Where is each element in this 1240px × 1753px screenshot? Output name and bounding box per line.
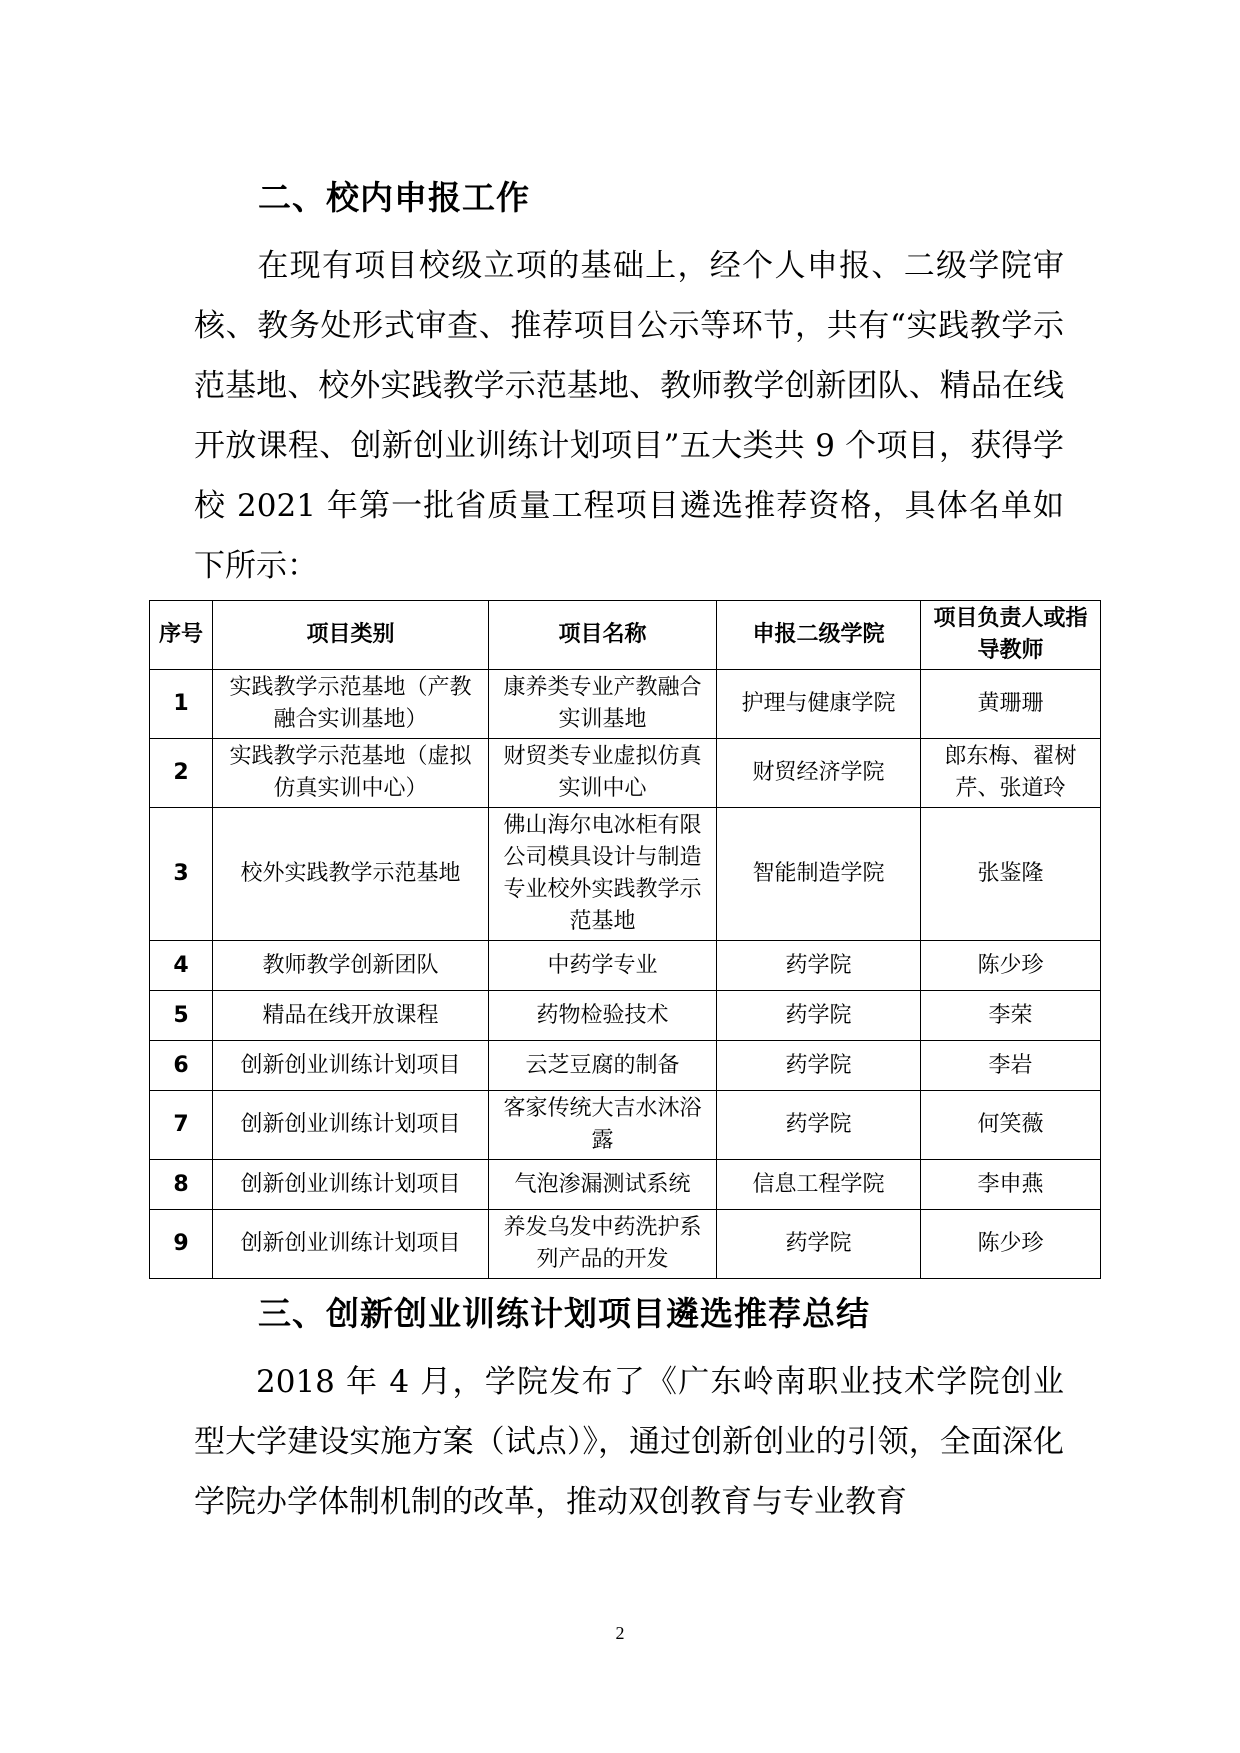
cell-project-name: 中药学专业 xyxy=(489,941,717,991)
header-index: 序号 xyxy=(150,601,213,670)
cell-project-name: 财贸类专业虚拟仿真实训中心 xyxy=(489,739,717,808)
cell-leader: 李岩 xyxy=(921,1041,1101,1091)
cell-category: 实践教学示范基地（产教融合实训基地） xyxy=(213,670,489,739)
table-row xyxy=(150,808,1101,941)
section-3-heading: 三、创新创业训练计划项目遴选推荐总结 xyxy=(258,1294,870,1333)
cell-college: 护理与健康学院 xyxy=(717,670,921,739)
cell-college: 药学院 xyxy=(717,941,921,991)
table-row xyxy=(150,941,1101,991)
page-number: 2 xyxy=(615,1623,625,1643)
table-row xyxy=(150,670,1101,739)
cell-leader: 李申燕 xyxy=(921,1160,1101,1210)
table-row xyxy=(150,1210,1101,1279)
table-row xyxy=(150,739,1101,808)
table-row xyxy=(150,1160,1101,1210)
header-college: 申报二级学院 xyxy=(717,601,921,670)
cell-leader: 张鉴隆 xyxy=(921,808,1101,941)
table-row xyxy=(150,1041,1101,1091)
cell-category: 创新创业训练计划项目 xyxy=(213,1210,489,1279)
section-2-paragraph-text: 在现有项目校级立项的基础上，经个人申报、二级学院审核、教务处形式审查、推荐项目公示等环节，共有“实践教学示范基地、校外实践教学示范基地、教师教学创新团队、精品在线开放课程、创新创业训练计划项目”五大类共 9 个项目，获得学校 2021 年第一批省质量工程项目遴选推荐资格，具体名单如下所示： xyxy=(194,248,1064,584)
table-row xyxy=(150,991,1101,1041)
cell-category: 校外实践教学示范基地 xyxy=(213,808,489,941)
cell-college: 信息工程学院 xyxy=(717,1160,921,1210)
cell-index: 3 xyxy=(150,808,213,941)
cell-index: 8 xyxy=(150,1160,213,1210)
cell-college: 药学院 xyxy=(717,991,921,1041)
cell-leader: 何笑薇 xyxy=(921,1091,1101,1160)
cell-category: 创新创业训练计划项目 xyxy=(213,1091,489,1160)
cell-college: 药学院 xyxy=(717,1041,921,1091)
section-2-heading: 二、校内申报工作 xyxy=(258,178,530,217)
section-3-paragraph xyxy=(194,1352,1064,1532)
cell-project-name: 佛山海尔电冰柜有限公司模具设计与制造专业校外实践教学示范基地 xyxy=(489,808,717,941)
table-header-row xyxy=(150,601,1101,670)
cell-college: 药学院 xyxy=(717,1091,921,1160)
cell-leader: 郎东梅、翟树芹、张道玲 xyxy=(921,739,1101,808)
cell-project-name: 养发乌发中药洗护系列产品的开发 xyxy=(489,1210,717,1279)
cell-college: 药学院 xyxy=(717,1210,921,1279)
cell-index: 6 xyxy=(150,1041,213,1091)
cell-index: 9 xyxy=(150,1210,213,1279)
cell-leader: 陈少珍 xyxy=(921,941,1101,991)
cell-index: 4 xyxy=(150,941,213,991)
cell-project-name: 药物检验技术 xyxy=(489,991,717,1041)
cell-category: 创新创业训练计划项目 xyxy=(213,1041,489,1091)
cell-leader: 李荣 xyxy=(921,991,1101,1041)
cell-leader: 黄珊珊 xyxy=(921,670,1101,739)
cell-college: 智能制造学院 xyxy=(717,808,921,941)
cell-project-name: 康养类专业产教融合实训基地 xyxy=(489,670,717,739)
cell-index: 5 xyxy=(150,991,213,1041)
cell-project-name: 云芝豆腐的制备 xyxy=(489,1041,717,1091)
table-row xyxy=(150,1091,1101,1160)
cell-category: 教师教学创新团队 xyxy=(213,941,489,991)
cell-college: 财贸经济学院 xyxy=(717,739,921,808)
section-3-paragraph-text: 2018 年 4 月，学院发布了《广东岭南职业技术学院创业型大学建设实施方案（试点）》，通过创新创业的引领，全面深化学院办学体制机制的改革，推动双创教育与专业教育 xyxy=(194,1364,1064,1520)
cell-category: 实践教学示范基地（虚拟仿真实训中心） xyxy=(213,739,489,808)
header-category: 项目类别 xyxy=(213,601,489,670)
header-project-name: 项目名称 xyxy=(489,601,717,670)
cell-leader: 陈少珍 xyxy=(921,1210,1101,1279)
section-2-paragraph xyxy=(194,236,1064,596)
cell-index: 1 xyxy=(150,670,213,739)
header-leader: 项目负责人或指导教师 xyxy=(921,601,1101,670)
cell-project-name: 气泡渗漏测试系统 xyxy=(489,1160,717,1210)
cell-category: 精品在线开放课程 xyxy=(213,991,489,1041)
cell-index: 7 xyxy=(150,1091,213,1160)
cell-project-name: 客家传统大吉水沐浴露 xyxy=(489,1091,717,1160)
project-table xyxy=(149,600,1101,1279)
cell-index: 2 xyxy=(150,739,213,808)
cell-category: 创新创业训练计划项目 xyxy=(213,1160,489,1210)
